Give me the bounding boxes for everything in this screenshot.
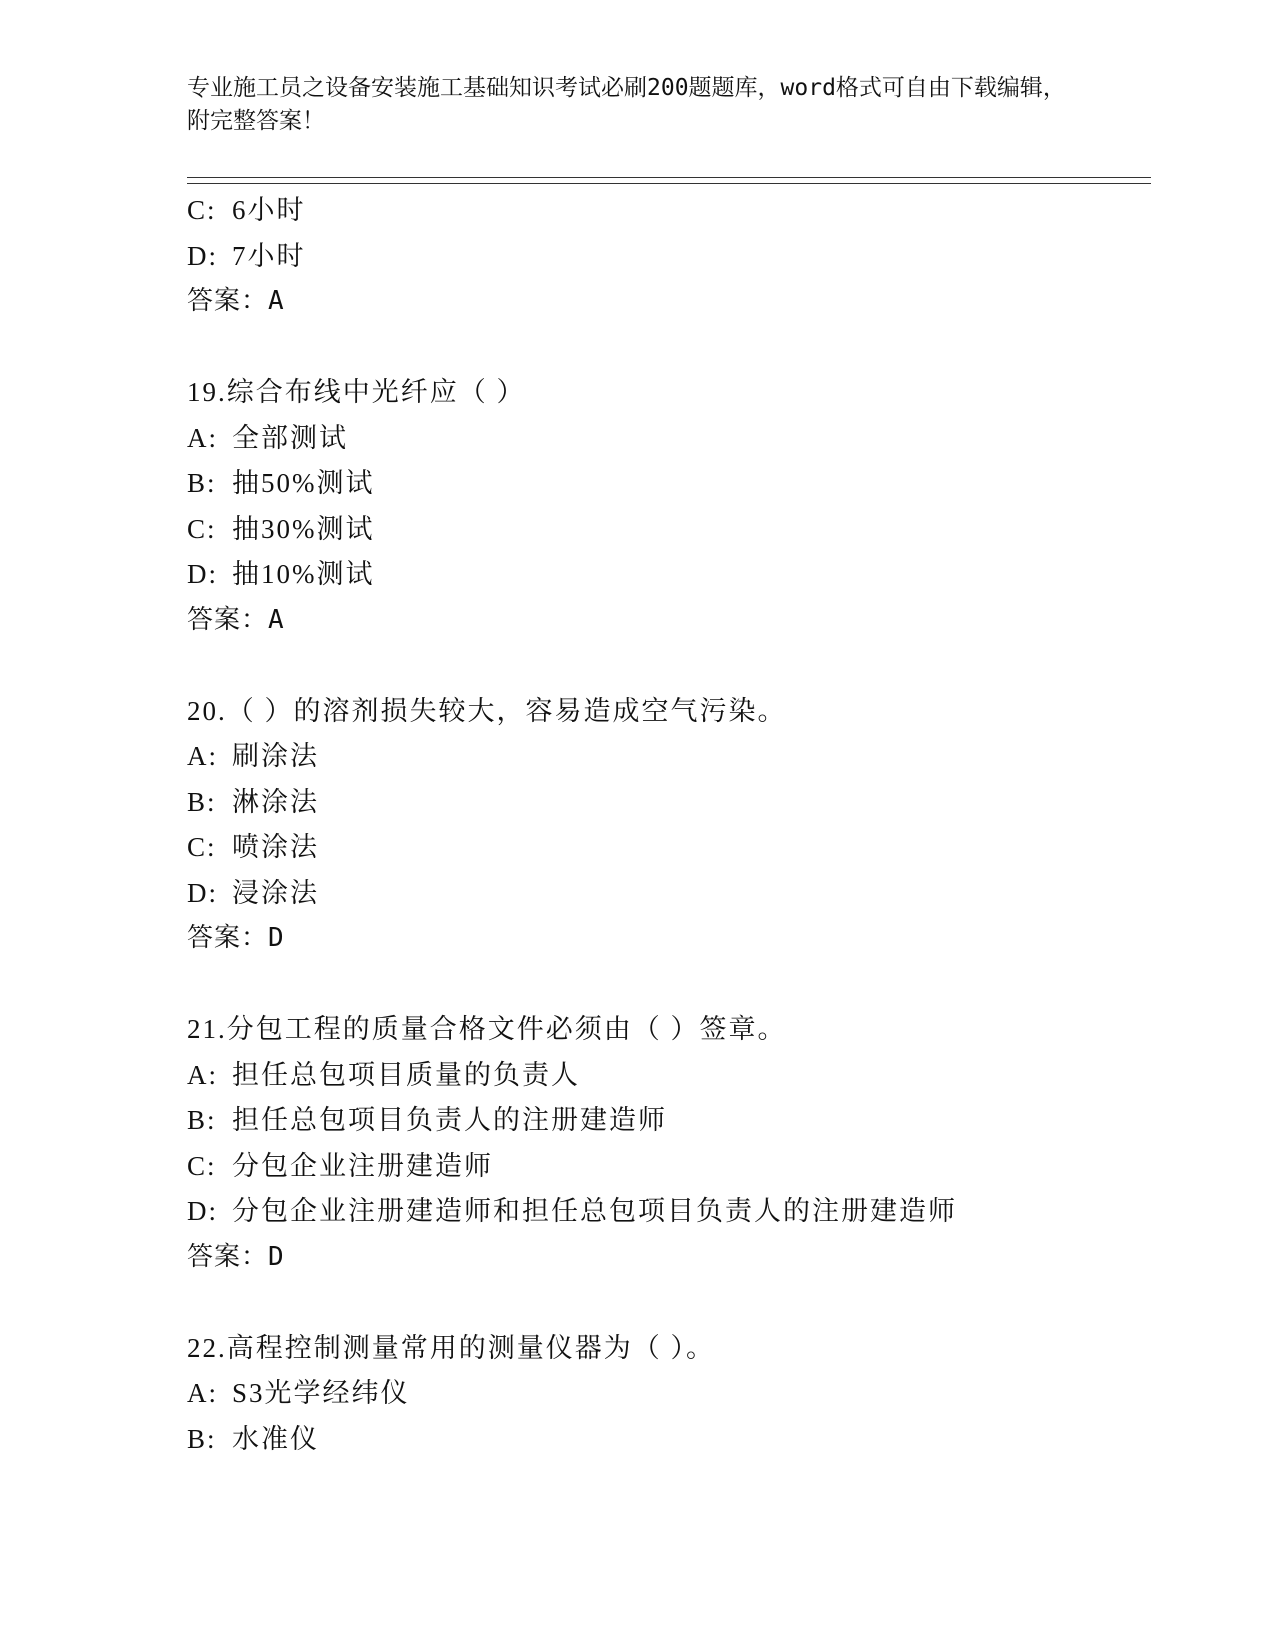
header-divider-top [187, 177, 1151, 178]
question-19: 19.综合布线中光纤应（ ） [187, 377, 526, 407]
option-b: B: 淋涂法 [187, 786, 319, 817]
header-divider-bottom [187, 183, 1151, 184]
header-title: 专业施工员之设备安装施工基础知识考试必刷200题题库，word格式可自由下载编辑，附完整答案！ [187, 75, 1066, 134]
option-c: C: 分包企业注册建造师 [187, 1150, 493, 1181]
question-22: 22.高程控制测量常用的测量仪器为（ ）。 [187, 1332, 715, 1363]
answer: 答案：A [187, 604, 285, 635]
document-header [187, 72, 1067, 138]
option-b: B: 抽50%测试 [187, 468, 375, 498]
question-20: 20.（ ）的溶剂损失较大，容易造成空气污染。 [187, 695, 787, 726]
question-21: 21.分包工程的质量合格文件必须由（ ）签章。 [187, 1014, 787, 1044]
question-list [187, 188, 1147, 1462]
spacer [187, 1280, 1147, 1326]
option-c: C: 抽30%测试 [187, 513, 375, 544]
option-a: A: 全部测试 [187, 422, 348, 453]
option-b: B: 水准仪 [187, 1423, 319, 1454]
option-c: C: 喷涂法 [187, 832, 319, 862]
option-a: A: 刷涂法 [187, 741, 319, 771]
option-d: D: 抽10%测试 [187, 559, 375, 589]
spacer [187, 325, 1147, 371]
answer: 答案：D [187, 1241, 285, 1272]
option-d: D: 浸涂法 [187, 877, 319, 908]
option-b: B: 担任总包项目负责人的注册建造师 [187, 1105, 667, 1135]
option-a: A: 担任总包项目质量的负责人 [187, 1059, 580, 1090]
option-c: C: 6小时 [187, 195, 306, 225]
spacer [187, 962, 1147, 1008]
spacer [187, 643, 1147, 689]
option-d: D: 7小时 [187, 240, 306, 271]
option-a: A: S3光学经纬仪 [187, 1378, 410, 1408]
option-d: D: 分包企业注册建造师和担任总包项目负责人的注册建造师 [187, 1196, 957, 1226]
answer: 答案：D [187, 923, 285, 953]
answer: 答案：A [187, 286, 285, 316]
